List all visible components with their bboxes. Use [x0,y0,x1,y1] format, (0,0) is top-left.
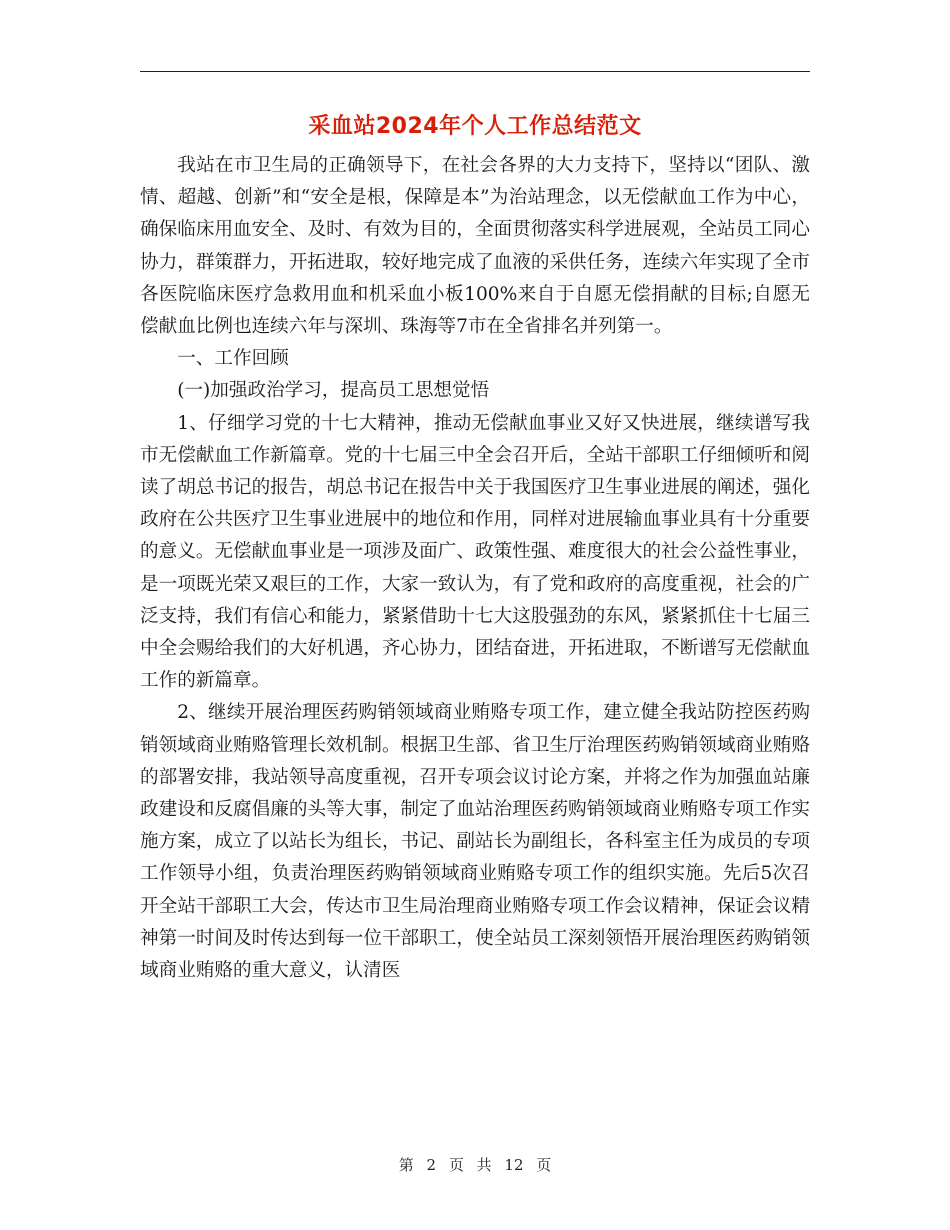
section-heading: 一、工作回顾 [177,348,289,370]
footer-label-total: 共 [476,1156,492,1174]
footer-total-pages: 12 [504,1156,524,1174]
subsection-heading: (一)加强政治学习，提高员工思想觉悟 [177,380,490,402]
footer-label-page: 第 [398,1156,414,1174]
footer-current-page: 2 [426,1156,437,1174]
intro-paragraph: 我站在市卫生局的正确领导下，在社会各界的大力支持下，坚持以“团队、激情、超越、创新”和“安全是根，保障是本”为治站理念，以无偿献血工作为中心，确保临床用血安全、及时、有效为目的，全面贯彻落实科学进展观，全站员工同心协力，群策群力，开拓进取，较好地完成了血液的采供任务，连续六年实现了全市各医院临床医疗急救用血和机采血小板100%来自于自愿无偿捐献的目标;自愿无偿献血比例也连续六年与深圳、珠海等7市在全省排名并列第一。 [140,155,810,338]
document-body [140,150,810,987]
header-rule [140,71,810,72]
body-paragraph-1: 1、仔细学习党的十七大精神，推动无偿献血事业又好又快进展，继续谱写我市无偿献血工作新篇章。党的十七届三中全会召开后，全站干部职工仔细倾听和阅读了胡总书记的报告，胡总书记在报告中关于我国医疗卫生事业进展的阐述，强化政府在公共医疗卫生事业进展中的地位和作用，同样对进展输血事业具有十分重要的意义。无偿献血事业是一项涉及面广、政策性强、难度很大的社会公益性事业，是一项既光荣又艰巨的工作，大家一致认为，有了党和政府的高度重视，社会的广泛支持，我们有信心和能力，紧紧借助十七大这股强劲的东风，紧紧抓住十七届三中全会赐给我们的大好机遇，齐心协力，团结奋进，开拓进取，不断谱写无偿献血工作的新篇章。 [140,412,810,692]
body-paragraph-2: 2、继续开展治理医药购销领域商业贿赂专项工作，建立健全我站防控医药购销领域商业贿赂管理长效机制。根据卫生部、省卫生厅治理医药购销领域商业贿赂的部署安排，我站领导高度重视，召开专项会议讨论方案，并将之作为加强血站廉政建设和反腐倡廉的头等大事，制定了血站治理医药购销领域商业贿赂专项工作实施方案，成立了以站长为组长，书记、副站长为副组长，各科室主任为成员的专项工作领导小组，负责治理医药购销领域商业贿赂专项工作的组织实施。先后5次召开全站干部职工大会，传达市卫生局治理商业贿赂专项工作会议精神，保证会议精神第一时间及时传达到每一位干部职工，使全站员工深刻领悟开展治理医药购销领域商业贿赂的重大意义，认清医 [140,702,810,982]
document-title: 采血站2024年个人工作总结范文 [308,114,642,139]
page-footer [0,1153,950,1177]
footer-label-page-unit: 页 [448,1156,464,1174]
footer-label-total-unit: 页 [536,1156,552,1174]
